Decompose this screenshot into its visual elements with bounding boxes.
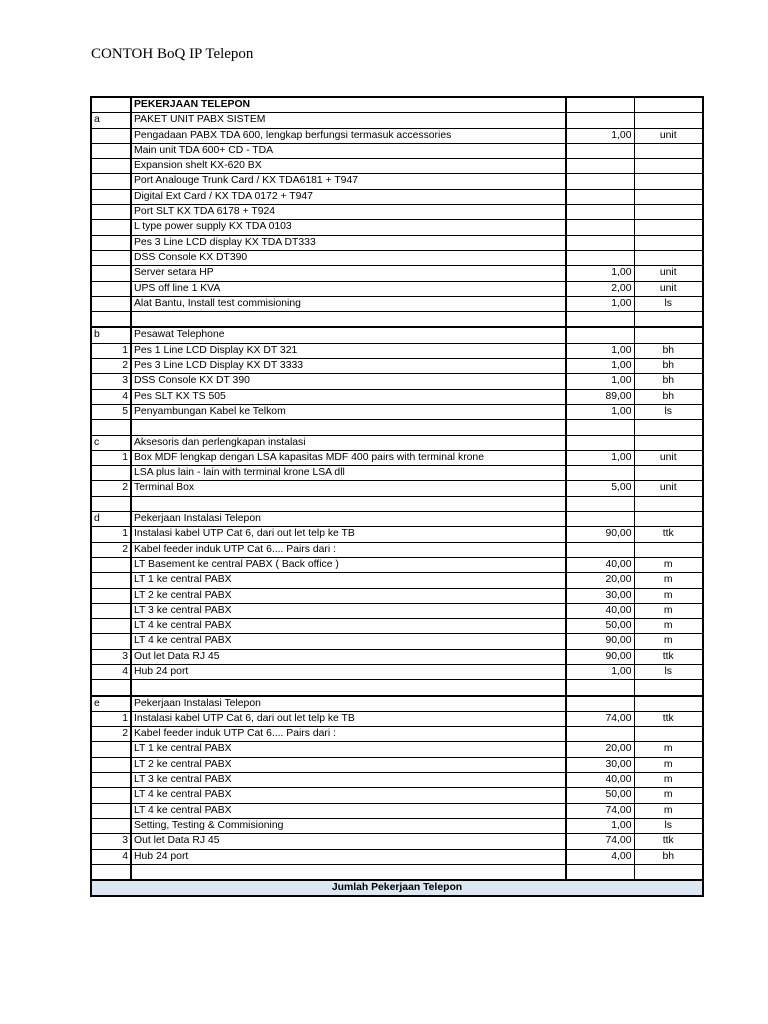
unit-cell: bh (634, 374, 703, 389)
item-number-cell: 4 (91, 664, 131, 679)
quantity-cell: 74,00 (566, 803, 634, 818)
description-cell: Pes 3 Line LCD Display KX DT 3333 (131, 359, 566, 374)
description-cell: Port Analouge Trunk Card / KX TDA6181 + T947 (131, 174, 566, 189)
table-row (91, 189, 703, 204)
quantity-cell (566, 235, 634, 250)
item-number-cell: 1 (91, 527, 131, 542)
table-row (91, 250, 703, 265)
quantity-cell (566, 97, 634, 113)
description-cell (131, 496, 566, 511)
unit-cell: m (634, 619, 703, 634)
quantity-cell: 1,00 (566, 450, 634, 465)
unit-cell: ttk (634, 527, 703, 542)
unit-cell (634, 680, 703, 696)
description-cell: DSS Console KX DT 390 (131, 374, 566, 389)
table-row (91, 159, 703, 174)
unit-cell: unit (634, 281, 703, 296)
description-cell: Kabel feeder induk UTP Cat 6.... Pairs dari : (131, 542, 566, 557)
description-cell: LT 2 ke central PABX (131, 757, 566, 772)
quantity-cell: 74,00 (566, 711, 634, 726)
description-cell: LT 4 ke central PABX (131, 788, 566, 803)
description-cell: Penyambungan Kabel ke Telkom (131, 404, 566, 419)
quantity-cell (566, 250, 634, 265)
description-cell: LT 1 ke central PABX (131, 742, 566, 757)
table-row (91, 588, 703, 603)
description-cell: LT 4 ke central PABX (131, 619, 566, 634)
quantity-cell: 30,00 (566, 588, 634, 603)
item-number-cell: 4 (91, 849, 131, 864)
item-number-cell (91, 281, 131, 296)
unit-cell (634, 143, 703, 158)
table-row (91, 664, 703, 679)
unit-cell (634, 727, 703, 742)
description-cell: Expansion shelt KX-620 BX (131, 159, 566, 174)
table-row (91, 557, 703, 572)
item-number-cell (91, 296, 131, 311)
quantity-cell: 5,00 (566, 481, 634, 496)
table-row (91, 466, 703, 481)
table-row (91, 128, 703, 143)
table-row (91, 281, 703, 296)
unit-cell (634, 235, 703, 250)
quantity-cell (566, 864, 634, 880)
table-row (91, 619, 703, 634)
table-row (91, 420, 703, 435)
table-row (91, 404, 703, 419)
item-number-cell: 3 (91, 649, 131, 664)
quantity-cell (566, 420, 634, 435)
quantity-cell: 90,00 (566, 649, 634, 664)
table-row (91, 849, 703, 864)
quantity-cell (566, 189, 634, 204)
item-number-cell (91, 588, 131, 603)
description-cell: Server setara HP (131, 266, 566, 281)
description-cell: LT 3 ke central PABX (131, 773, 566, 788)
unit-cell: m (634, 773, 703, 788)
item-number-cell: 3 (91, 374, 131, 389)
table-row (91, 235, 703, 250)
table-row (91, 834, 703, 849)
table-row (91, 634, 703, 649)
description-cell: Instalasi kabel UTP Cat 6, dari out let telp ke TB (131, 711, 566, 726)
item-number-cell (91, 189, 131, 204)
unit-cell (634, 174, 703, 189)
table-row (91, 220, 703, 235)
table-row (91, 818, 703, 833)
item-number-cell (91, 312, 131, 328)
table-row (91, 527, 703, 542)
description-cell: Main unit TDA 600+ CD - TDA (131, 143, 566, 158)
unit-cell: m (634, 557, 703, 572)
unit-cell: ls (634, 404, 703, 419)
description-cell: Terminal Box (131, 481, 566, 496)
table-row (91, 359, 703, 374)
description-cell: Setting, Testing & Commisioning (131, 818, 566, 833)
quantity-cell: 90,00 (566, 634, 634, 649)
item-number-cell (91, 757, 131, 772)
unit-cell (634, 312, 703, 328)
item-number-cell (91, 143, 131, 158)
unit-cell (634, 205, 703, 220)
item-number-cell (91, 557, 131, 572)
quantity-cell: 50,00 (566, 619, 634, 634)
description-cell: Pes 1 Line LCD Display KX DT 321 (131, 343, 566, 358)
quantity-cell (566, 205, 634, 220)
description-cell: Pes SLT KX TS 505 (131, 389, 566, 404)
unit-cell (634, 466, 703, 481)
quantity-cell: 1,00 (566, 343, 634, 358)
description-cell: Pes 3 Line LCD display KX TDA DT333 (131, 235, 566, 250)
unit-cell: ttk (634, 711, 703, 726)
description-cell: Hub 24 port (131, 849, 566, 864)
description-cell: PEKERJAAN TELEPON (131, 97, 566, 113)
description-cell: LT 1 ke central PABX (131, 573, 566, 588)
table-row (91, 296, 703, 311)
item-number-cell: 1 (91, 450, 131, 465)
quantity-cell: 4,00 (566, 849, 634, 864)
quantity-cell (566, 143, 634, 158)
item-number-cell: 2 (91, 542, 131, 557)
unit-cell (634, 512, 703, 527)
unit-cell: ls (634, 664, 703, 679)
description-cell: PAKET UNIT PABX SISTEM (131, 113, 566, 128)
table-row (91, 327, 703, 343)
boq-table-body (91, 97, 703, 896)
quantity-cell: 1,00 (566, 374, 634, 389)
table-row (91, 773, 703, 788)
unit-cell (634, 220, 703, 235)
unit-cell: m (634, 634, 703, 649)
quantity-cell: 1,00 (566, 818, 634, 833)
item-number-cell (91, 742, 131, 757)
description-cell: LSA plus lain - lain with terminal krone LSA dll (131, 466, 566, 481)
description-cell: Pengadaan PABX TDA 600, lengkap berfungsi termasuk accessories (131, 128, 566, 143)
table-row (91, 205, 703, 220)
description-cell (131, 680, 566, 696)
item-number-cell (91, 603, 131, 618)
item-number-cell (91, 864, 131, 880)
unit-cell (634, 496, 703, 511)
quantity-cell: 20,00 (566, 742, 634, 757)
description-cell: LT 4 ke central PABX (131, 634, 566, 649)
item-number-cell (91, 573, 131, 588)
item-number-cell: e (91, 696, 131, 712)
unit-cell: m (634, 803, 703, 818)
unit-cell (634, 250, 703, 265)
quantity-cell (566, 696, 634, 712)
description-cell: Pekerjaan Instalasi Telepon (131, 696, 566, 712)
table-row (91, 512, 703, 527)
quantity-cell: 1,00 (566, 128, 634, 143)
unit-cell: m (634, 788, 703, 803)
item-number-cell (91, 420, 131, 435)
item-number-cell (91, 803, 131, 818)
table-row (91, 757, 703, 772)
item-number-cell (91, 235, 131, 250)
description-cell: Alat Bantu, Install test commisioning (131, 296, 566, 311)
item-number-cell: 2 (91, 727, 131, 742)
table-row (91, 742, 703, 757)
item-number-cell (91, 634, 131, 649)
description-cell: Port SLT KX TDA 6178 + T924 (131, 205, 566, 220)
item-number-cell (91, 818, 131, 833)
quantity-cell: 40,00 (566, 773, 634, 788)
item-number-cell: 1 (91, 343, 131, 358)
item-number-cell (91, 680, 131, 696)
description-cell: Pesawat Telephone (131, 327, 566, 343)
quantity-cell: 89,00 (566, 389, 634, 404)
unit-cell: bh (634, 389, 703, 404)
item-number-cell (91, 205, 131, 220)
description-cell (131, 420, 566, 435)
table-row (91, 312, 703, 328)
description-cell: LT 3 ke central PABX (131, 603, 566, 618)
quantity-cell (566, 159, 634, 174)
item-number-cell (91, 159, 131, 174)
quantity-cell: 1,00 (566, 266, 634, 281)
table-row (91, 727, 703, 742)
unit-cell: ls (634, 818, 703, 833)
description-cell: LT 4 ke central PABX (131, 803, 566, 818)
total-row (91, 880, 703, 896)
table-row (91, 113, 703, 128)
quantity-cell (566, 727, 634, 742)
description-cell: Hub 24 port (131, 664, 566, 679)
table-row (91, 496, 703, 511)
unit-cell (634, 864, 703, 880)
quantity-cell (566, 174, 634, 189)
item-number-cell (91, 220, 131, 235)
unit-cell: ttk (634, 649, 703, 664)
quantity-cell: 1,00 (566, 359, 634, 374)
unit-cell (634, 189, 703, 204)
table-row (91, 711, 703, 726)
description-cell: Digital Ext Card / KX TDA 0172 + T947 (131, 189, 566, 204)
quantity-cell (566, 512, 634, 527)
quantity-cell (566, 327, 634, 343)
total-label: Jumlah Pekerjaan Telepon (91, 880, 703, 896)
unit-cell (634, 113, 703, 128)
unit-cell: ttk (634, 834, 703, 849)
quantity-cell (566, 312, 634, 328)
item-number-cell (91, 466, 131, 481)
item-number-cell: a (91, 113, 131, 128)
unit-cell (634, 97, 703, 113)
unit-cell (634, 435, 703, 450)
unit-cell: unit (634, 128, 703, 143)
item-number-cell: b (91, 327, 131, 343)
table-row (91, 864, 703, 880)
table-row (91, 696, 703, 712)
table-row (91, 266, 703, 281)
item-number-cell: 4 (91, 389, 131, 404)
table-row (91, 649, 703, 664)
unit-cell: m (634, 588, 703, 603)
unit-cell (634, 420, 703, 435)
description-cell (131, 864, 566, 880)
unit-cell: m (634, 742, 703, 757)
item-number-cell (91, 496, 131, 511)
table-row (91, 97, 703, 113)
unit-cell (634, 696, 703, 712)
item-number-cell: 1 (91, 711, 131, 726)
unit-cell: unit (634, 266, 703, 281)
unit-cell: m (634, 757, 703, 772)
unit-cell (634, 327, 703, 343)
quantity-cell: 40,00 (566, 557, 634, 572)
item-number-cell (91, 619, 131, 634)
description-cell (131, 312, 566, 328)
quantity-cell (566, 113, 634, 128)
table-row (91, 542, 703, 557)
quantity-cell (566, 220, 634, 235)
boq-table (90, 96, 704, 897)
unit-cell: ls (634, 296, 703, 311)
description-cell: UPS off line 1 KVA (131, 281, 566, 296)
item-number-cell: 2 (91, 359, 131, 374)
item-number-cell (91, 773, 131, 788)
table-row (91, 343, 703, 358)
table-row (91, 450, 703, 465)
quantity-cell: 30,00 (566, 757, 634, 772)
unit-cell: unit (634, 450, 703, 465)
item-number-cell (91, 266, 131, 281)
quantity-cell (566, 435, 634, 450)
item-number-cell: 2 (91, 481, 131, 496)
description-cell: LT Basement ke central PABX ( Back office ) (131, 557, 566, 572)
item-number-cell (91, 128, 131, 143)
quantity-cell: 40,00 (566, 603, 634, 618)
document-title: CONTOH BoQ IP Telepon (91, 46, 254, 62)
quantity-cell: 50,00 (566, 788, 634, 803)
description-cell: Box MDF lengkap dengan LSA kapasitas MDF 400 pairs with terminal krone (131, 450, 566, 465)
description-cell: Instalasi kabel UTP Cat 6, dari out let telp ke TB (131, 527, 566, 542)
table-row (91, 481, 703, 496)
quantity-cell (566, 466, 634, 481)
quantity-cell: 20,00 (566, 573, 634, 588)
item-number-cell: 3 (91, 834, 131, 849)
item-number-cell: d (91, 512, 131, 527)
description-cell: Kabel feeder induk UTP Cat 6.... Pairs dari : (131, 727, 566, 742)
quantity-cell: 1,00 (566, 404, 634, 419)
unit-cell: bh (634, 359, 703, 374)
item-number-cell (91, 97, 131, 113)
description-cell: Out let Data RJ 45 (131, 649, 566, 664)
table-row (91, 788, 703, 803)
table-row (91, 389, 703, 404)
table-row (91, 435, 703, 450)
description-cell: L type power supply KX TDA 0103 (131, 220, 566, 235)
table-row (91, 603, 703, 618)
quantity-cell (566, 496, 634, 511)
quantity-cell: 90,00 (566, 527, 634, 542)
item-number-cell: 5 (91, 404, 131, 419)
quantity-cell: 1,00 (566, 296, 634, 311)
item-number-cell (91, 174, 131, 189)
unit-cell: bh (634, 343, 703, 358)
quantity-cell: 1,00 (566, 664, 634, 679)
description-cell: Pekerjaan Instalasi Telepon (131, 512, 566, 527)
item-number-cell: c (91, 435, 131, 450)
quantity-cell (566, 680, 634, 696)
description-cell: LT 2 ke central PABX (131, 588, 566, 603)
unit-cell (634, 542, 703, 557)
item-number-cell (91, 788, 131, 803)
unit-cell: unit (634, 481, 703, 496)
unit-cell: m (634, 573, 703, 588)
table-row (91, 374, 703, 389)
table-row (91, 573, 703, 588)
table-row (91, 174, 703, 189)
unit-cell (634, 159, 703, 174)
quantity-cell: 2,00 (566, 281, 634, 296)
table-row (91, 803, 703, 818)
description-cell: Aksesoris dan perlengkapan instalasi (131, 435, 566, 450)
table-row (91, 680, 703, 696)
description-cell: DSS Console KX DT390 (131, 250, 566, 265)
table-row (91, 143, 703, 158)
unit-cell: m (634, 603, 703, 618)
unit-cell: bh (634, 849, 703, 864)
item-number-cell (91, 250, 131, 265)
quantity-cell: 74,00 (566, 834, 634, 849)
description-cell: Out let Data RJ 45 (131, 834, 566, 849)
quantity-cell (566, 542, 634, 557)
